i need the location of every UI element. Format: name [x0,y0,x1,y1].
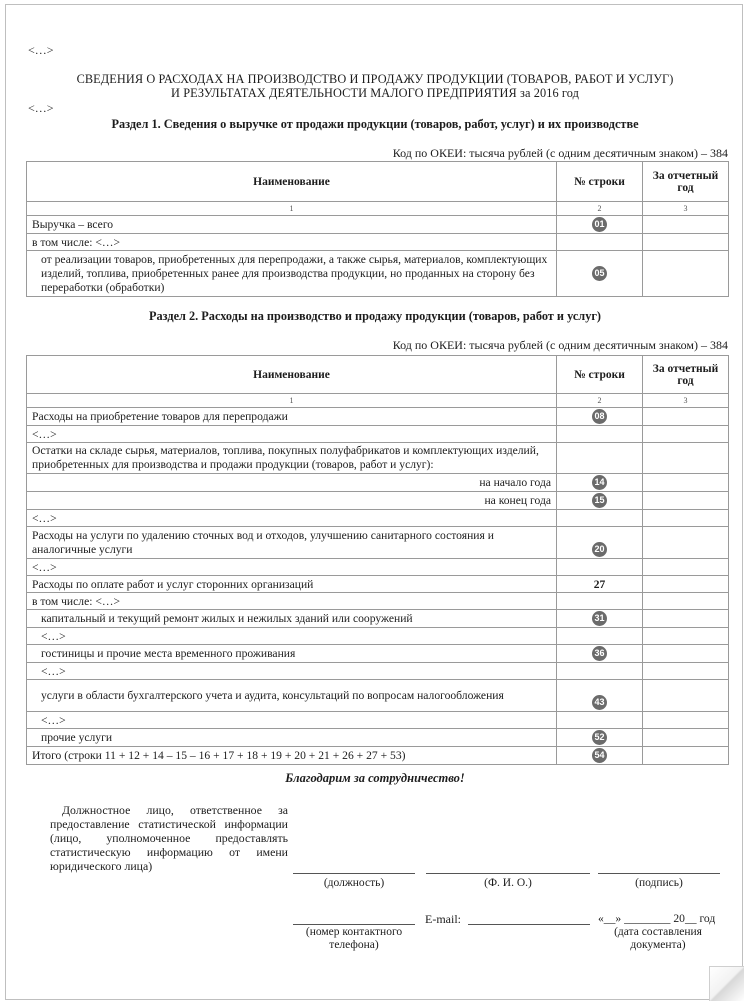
row-code-cell [557,474,643,492]
section2-title: Раздел 2. Расходы на производство и продажу продукции (товаров, работ и услуг) [148,309,602,323]
row-code-badge: 43 [592,695,607,710]
row-label: <…> [27,426,557,443]
row-code-cell [557,628,643,645]
row-code-cell [557,510,643,527]
table-row [27,408,729,426]
value-cell[interactable] [643,510,729,527]
row-label: <…> [27,628,557,645]
position-caption: (должность) [323,877,385,889]
value-cell[interactable] [643,645,729,663]
fio-caption: (Ф. И. О.) [484,877,532,889]
value-cell[interactable] [643,729,729,747]
row-label: Расходы на приобретение товаров для перепродажи [27,408,557,426]
value-cell[interactable] [643,559,729,576]
table-row [27,474,729,492]
row-code-badge: 08 [592,409,607,424]
date-caption-line2: документа) [630,939,686,951]
value-cell[interactable] [643,628,729,645]
section2-okei: Код по ОКЕИ: тысяча рублей (с одним десятичным знаком) – 384 [392,338,728,352]
table-row [27,216,729,234]
row-label: в том числе: <…> [27,593,557,610]
form-title-line2: И РЕЗУЛЬТАТАХ ДЕЯТЕЛЬНОСТИ МАЛОГО ПРЕДПРИЯТИЯ за 2016 год [171,86,579,100]
value-cell[interactable] [643,426,729,443]
phone-line[interactable] [293,924,415,925]
value-cell[interactable] [643,492,729,510]
row-code-cell [557,747,643,765]
value-cell[interactable] [643,527,729,559]
section1-numbering-row [27,202,729,216]
row-label: <…> [27,510,557,527]
row-code-cell [557,426,643,443]
value-cell[interactable] [643,610,729,628]
row-code-cell [557,527,643,559]
value-cell[interactable] [643,680,729,712]
value-cell[interactable] [643,234,729,251]
table-row [27,527,729,559]
table-row [27,680,729,712]
section1-col-name: Наименование [27,162,557,202]
section1-col-period-line2: год [677,181,694,194]
row-code-plain: 27 [593,578,606,591]
row-label: Расходы по оплате работ и услуг сторонних организаций [27,576,557,593]
row-code-badge: 05 [592,266,607,281]
row-code-badge: 15 [592,493,607,508]
phone-caption [293,926,415,952]
row-code-cell [557,645,643,663]
row-code-badge: 20 [592,542,607,557]
table-row [27,234,729,251]
signature-line[interactable] [598,873,720,874]
table-row [27,628,729,645]
row-label: от реализации товаров, приобретенных для перепродажи, а также сырья, материалов, комплектующих изделий, топлива, приобретенных ранее для производства продукции, но проданных на сторону без переработки (обработки) [27,251,557,297]
row-label: <…> [27,712,557,729]
row-code-cell [557,492,643,510]
row-code-cell [557,610,643,628]
section1-col-period-line1: За отчетный [652,169,719,182]
value-cell[interactable] [643,408,729,426]
row-code-badge: 31 [592,611,607,626]
table-row [27,645,729,663]
date-caption [596,926,720,952]
value-cell[interactable] [643,474,729,492]
row-code-cell [557,234,643,251]
row-code-badge: 36 [592,646,607,661]
row-label: Итого (строки 11 + 12 + 14 – 15 – 16 + 17 + 18 + 19 + 20 + 21 + 26 + 27 + 53) [27,747,557,765]
row-code-cell [557,712,643,729]
row-label: Расходы на услуги по удалению сточных вод и отходов, улучшению санитарного состояния и аналогичные услуги [27,527,557,559]
table-row [27,576,729,593]
row-label: в том числе: <…> [27,234,557,251]
row-code-badge: 54 [592,748,607,763]
section2-num-1: 1 [27,394,557,408]
section1-col-period [643,162,729,202]
table-row [27,593,729,610]
value-cell[interactable] [643,747,729,765]
value-cell[interactable] [643,443,729,474]
section2-num-3: 3 [643,394,729,408]
section1-okei: Код по ОКЕИ: тысяча рублей (с одним десятичным знаком) – 384 [392,146,728,160]
row-label: Остатки на складе сырья, материалов, топлива, покупных полуфабрикатов и комплектующих изделий, приобретенных для производства и продажи продукции (товаров, работ и услуг): [27,443,557,474]
date-template[interactable]: «__» ________ 20__ год [598,912,716,925]
row-code-cell [557,443,643,474]
row-code-cell [557,408,643,426]
value-cell[interactable] [643,216,729,234]
table-row [27,663,729,680]
table-row [27,426,729,443]
row-code-cell [557,729,643,747]
signature-caption: (подпись) [635,877,683,889]
value-cell[interactable] [643,593,729,610]
value-cell[interactable] [643,663,729,680]
row-code-cell [557,680,643,712]
value-cell[interactable] [643,576,729,593]
table-row [27,510,729,527]
table-row [27,559,729,576]
table-row [27,251,729,297]
section2-numbering-row [27,394,729,408]
row-code-cell [557,216,643,234]
table-row [27,747,729,765]
section2-col-period-line2: год [677,374,694,387]
row-code-cell [557,559,643,576]
row-code-cell [557,663,643,680]
page-curl [709,966,744,1001]
row-label: услуги в области бухгалтерского учета и аудита, консультаций по вопросам налогообложения [27,680,557,712]
position-line[interactable] [293,873,415,874]
section1-col-row: № строки [557,162,643,202]
row-label: гостиницы и прочие места временного проживания [27,645,557,663]
row-label: прочие услуги [27,729,557,747]
row-code-badge: 52 [592,730,607,745]
thanks-text: Благодарим за сотрудничество! [285,771,465,785]
section1-num-3: 3 [643,202,729,216]
section1-num-1: 1 [27,202,557,216]
row-label: на начало года [27,474,557,492]
row-code-badge: 14 [592,475,607,490]
phone-caption-line2: телефона) [329,939,379,951]
fio-line[interactable] [426,873,590,874]
value-cell[interactable] [643,712,729,729]
row-label: Выручка – всего [27,216,557,234]
value-cell[interactable] [643,251,729,297]
table-row [27,443,729,474]
section2-table [26,355,729,765]
phone-caption-line1: (номер контактного [305,926,403,938]
row-code-badge: 01 [592,217,607,232]
date-caption-line1: (дата составления [614,926,702,938]
table-row [27,729,729,747]
row-label: <…> [27,663,557,680]
row-code-cell [557,576,643,593]
section2-num-2: 2 [557,394,643,408]
ellipsis-below-title: <…> [28,101,54,115]
ellipsis-top: <…> [28,43,54,57]
table-row [27,610,729,628]
section2-col-row: № строки [557,356,643,394]
row-label: <…> [27,559,557,576]
form-title-line1: СВЕДЕНИЯ О РАСХОДАХ НА ПРОИЗВОДСТВО И ПРОДАЖУ ПРОДУКЦИИ (ТОВАРОВ, РАБОТ И УСЛУГ) [76,72,674,86]
section1-table [26,161,729,297]
table-row [27,712,729,729]
section1-title: Раздел 1. Сведения о выручке от продажи продукции (товаров, работ, услуг) и их производстве [111,117,639,131]
table-row [27,492,729,510]
row-code-cell [557,251,643,297]
section2-col-period [643,356,729,394]
official-text: Должностное лицо, ответственное за предоставление статистической информации (лицо, уполномоченное предоставлять статистическую информацию от имени юридического лица) [50,803,288,873]
email-label: E-mail: [425,912,461,926]
row-code-cell [557,593,643,610]
row-label: капитальный и текущий ремонт жилых и нежилых зданий или сооружений [27,610,557,628]
section2-col-name: Наименование [27,356,557,394]
section1-num-2: 2 [557,202,643,216]
section1-header-row [27,162,729,202]
email-line[interactable] [468,924,590,925]
section2-col-period-line1: За отчетный [652,362,719,375]
section2-header-row [27,356,729,394]
row-label: на конец года [27,492,557,510]
